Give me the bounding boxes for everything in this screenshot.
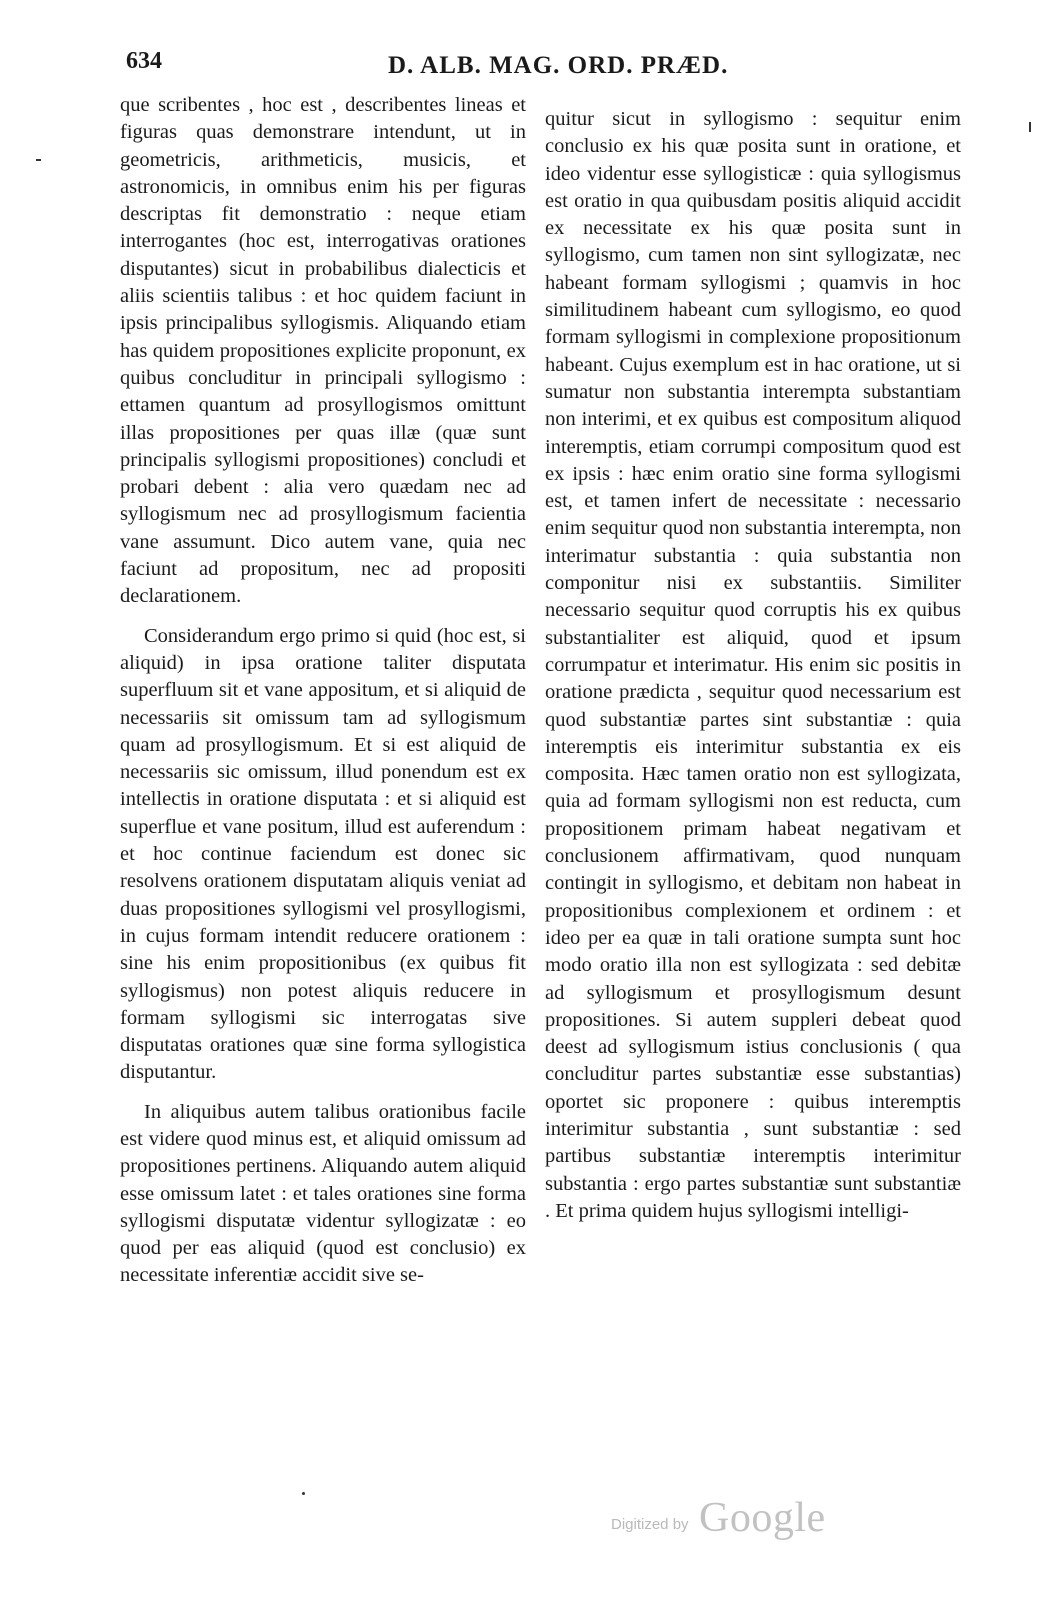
left-column — [120, 92, 526, 1290]
margin-mark-right — [1029, 122, 1031, 132]
google-logo: Google — [699, 1495, 826, 1541]
margin-mark-left — [36, 159, 41, 161]
digitized-label: Digitized by — [611, 1516, 689, 1533]
margin-mark-bottom — [302, 1492, 305, 1495]
left-paragraph-2: Considerandum ergo primo si quid (hoc est, si aliquid) in ipsa oratione taliter disputata superfluum sit et vane appositum, et si aliquid de necessariis sit omissum tam ad syllogismum quam ad prosyllogismum. Et si est aliquid de necessariis sic omissum, illud ponendum est ex intellectis in oratione disputata : et si aliquid est superflue et vane positum, illud est auferendum : et hoc continue faciendum est donec sic resolvens orationem disputatam aliquis veniat ad duas propositiones syllogismi vel prosyllogismi, in cujus formam intendit reducere orationem : sine his enim propositionibus (ex quibus fit syllogismus) non potest aliquis reducere in formam syllogismi sic interrogatas sive disputatas orationes quæ sine forma syllogistica disputantur. — [120, 624, 526, 1084]
right-paragraph-1: quitur sicut in syllogismo : sequitur enim conclusio ex his quæ posita sunt in oratione, et ideo videntur esse syllogisticæ : quia syllogismus est oratio in qua quibusdam positis aliquid accidit ex necessitate ex his quæ posita sunt in syllogismo, cum tamen non sint syllogizatæ, nec habeant formam syllogismi ; quamvis in hoc similitudinem habeant cum syllogismo, eo quod formam syllogismi in complexione propositionum habeant. Cujus exemplum est in hac oratione, ut si sumatur non substantia interempta substantiam non interimi, et ex quibus est compositum aliquod interemptis, etiam corrumpi compositum quod est ex ipsis : hæc enim oratio sine forma syllogismi est, et tamen infert de necessitate : necessario enim sequitur quod non substantia interempta, non interimatur substantia : quia substantia non componitur nisi ex substantiis. Similiter necessario sequitur quod corruptis his ex quibus substantialiter est aliquid, quod et ipsum corrumpatur et interimatur. His enim sic positis in oratione prædicta , sequitur quod necessarium est quod substantiæ partes sint substantiæ : quia interemptis eis interimitur substantia ex eis composita. Hæc tamen oratio non est syllogizata, quia ad formam syllogismi non est reducta, cum propositionem primam habeat negativam et conclusionem affirmativam, quod nunquam contingit in syllogismo, et debitam non habeat in propositionibus complexionem et ordinem : et ideo per ea quæ in tali oratione sumpta sunt hoc modo oratio illa non est syllogizata : sed debitæ ad syllogismum et prosyllogismum desunt propositiones. Si autem suppleri debeat quod deest ad syllogismum istius conclusionis ( qua concluditur partes substantiæ esse substantias) oportet sic proponere : quibus interemptis interimitur substantia , sunt substantiæ : sed partibus substantiæ interemptis interimitur substantia : ergo partes substantiæ sunt substantiæ . Et prima quidem hujus syllogismi intelligi- — [545, 108, 961, 1222]
left-paragraph-3: In aliquibus autem talibus orationibus facile est videre quod minus est, et aliquid omissum ad propositiones pertinens. Aliquando autem aliquid esse omissum latet : et tales orationes sine forma syllogismi disputatæ videntur syllogizatæ : eo quod per eas aliquid (quod est conclusio) ex necessitate inferentiæ accidit sive se- — [120, 1100, 526, 1287]
running-head: D. ALB. MAG. ORD. PRÆD. — [388, 52, 729, 79]
page-number: 634 — [126, 48, 162, 74]
left-paragraph-1: que scribentes , hoc est , describentes lineas et figuras quas demonstrare intendunt, ut in geometricis, arithmeticis, musicis, et astronomicis, in omnibus enim his per figuras descriptas fit demonstratio : neque etiam interrogantes (hoc est, interrogativas orationes disputantes) sicut in probabilibus dialecticis et aliis scientiis talibus : et hoc quidem faciunt in ipsis principalibus syllogismis. Aliquando etiam has quidem propositiones explicite proponunt, ex quibus concluditur in principali syllogismo : ettamen quantum ad prosyllogismos omittunt illas propositiones per quas illæ (quæ sunt principalis syllogismi propositiones) concludi et probari debent : alia vero quædam nec ad syllogismum nec ad prosyllogismum facientia vane assumunt. Dico autem vane, quia nec faciunt ad propositum, nec ad propositi declarationem. — [120, 94, 526, 608]
right-column — [545, 106, 961, 1225]
